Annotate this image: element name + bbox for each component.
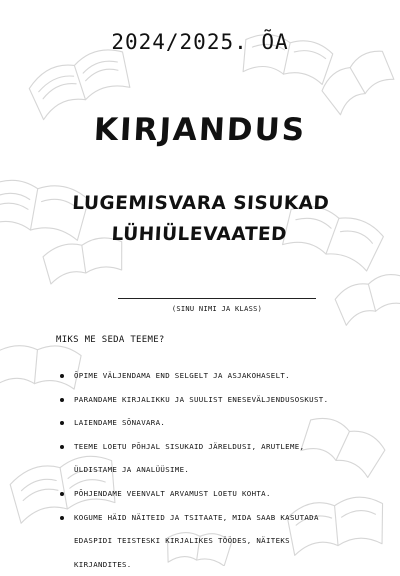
- list-item: [58, 435, 348, 482]
- subtitle-line: LUGEMISVARA SISUKAD: [71, 193, 330, 214]
- list-item: [58, 482, 348, 506]
- list-item-text: PÕHJENDAME VEENVALT ARVAMUST LOETU KOHTA.: [74, 488, 271, 498]
- bullet-icon: [60, 492, 64, 496]
- list-item-text: LAIENDAME SÕNAVARA.: [74, 418, 166, 428]
- page-title: KIRJANDUS: [92, 112, 308, 148]
- section-heading: MIKS ME SEDA TEEME?: [56, 335, 165, 345]
- bullet-icon: [60, 516, 64, 520]
- subtitle-line: LÜHIÜLEVAATED: [110, 224, 288, 245]
- goals-list: [58, 364, 348, 576]
- list-item: [58, 364, 348, 388]
- list-item-text: ÕPIME VÄLJENDAMA END SELGELT JA ASJAKOHASELT.: [74, 371, 290, 380]
- bullet-icon: [60, 374, 64, 378]
- list-item: [58, 411, 348, 435]
- bullet-icon: [60, 445, 64, 449]
- list-item: [58, 506, 348, 576]
- name-field-line[interactable]: [118, 298, 316, 299]
- list-item-text: KOGUME HÄID NÄITEID JA TSITAATE, MIDA SAAB KASUTADA EDASPIDI TEISTESKI KIRJALIKES TÖÖDES, NÄITEKS KIRJANDITES.: [74, 512, 319, 569]
- list-item-text: TEEME LOETU PÕHJAL SISUKAID JÄRELDUSI, ARUTLEME, ÜLDISTAME JA ANALÜÜSIME.: [74, 441, 305, 475]
- list-item: [58, 388, 348, 412]
- bullet-icon: [60, 398, 64, 402]
- school-year: 2024/2025. ÕA: [111, 30, 289, 54]
- page-subtitle: [0, 188, 400, 250]
- list-item-text: PARANDAME KIRJALIKKU JA SUULIST ENESEVÄLJENDUSOSKUST.: [74, 394, 329, 404]
- name-field-caption: (SINU NIMI JA KLASS): [171, 305, 263, 313]
- bullet-icon: [60, 421, 64, 425]
